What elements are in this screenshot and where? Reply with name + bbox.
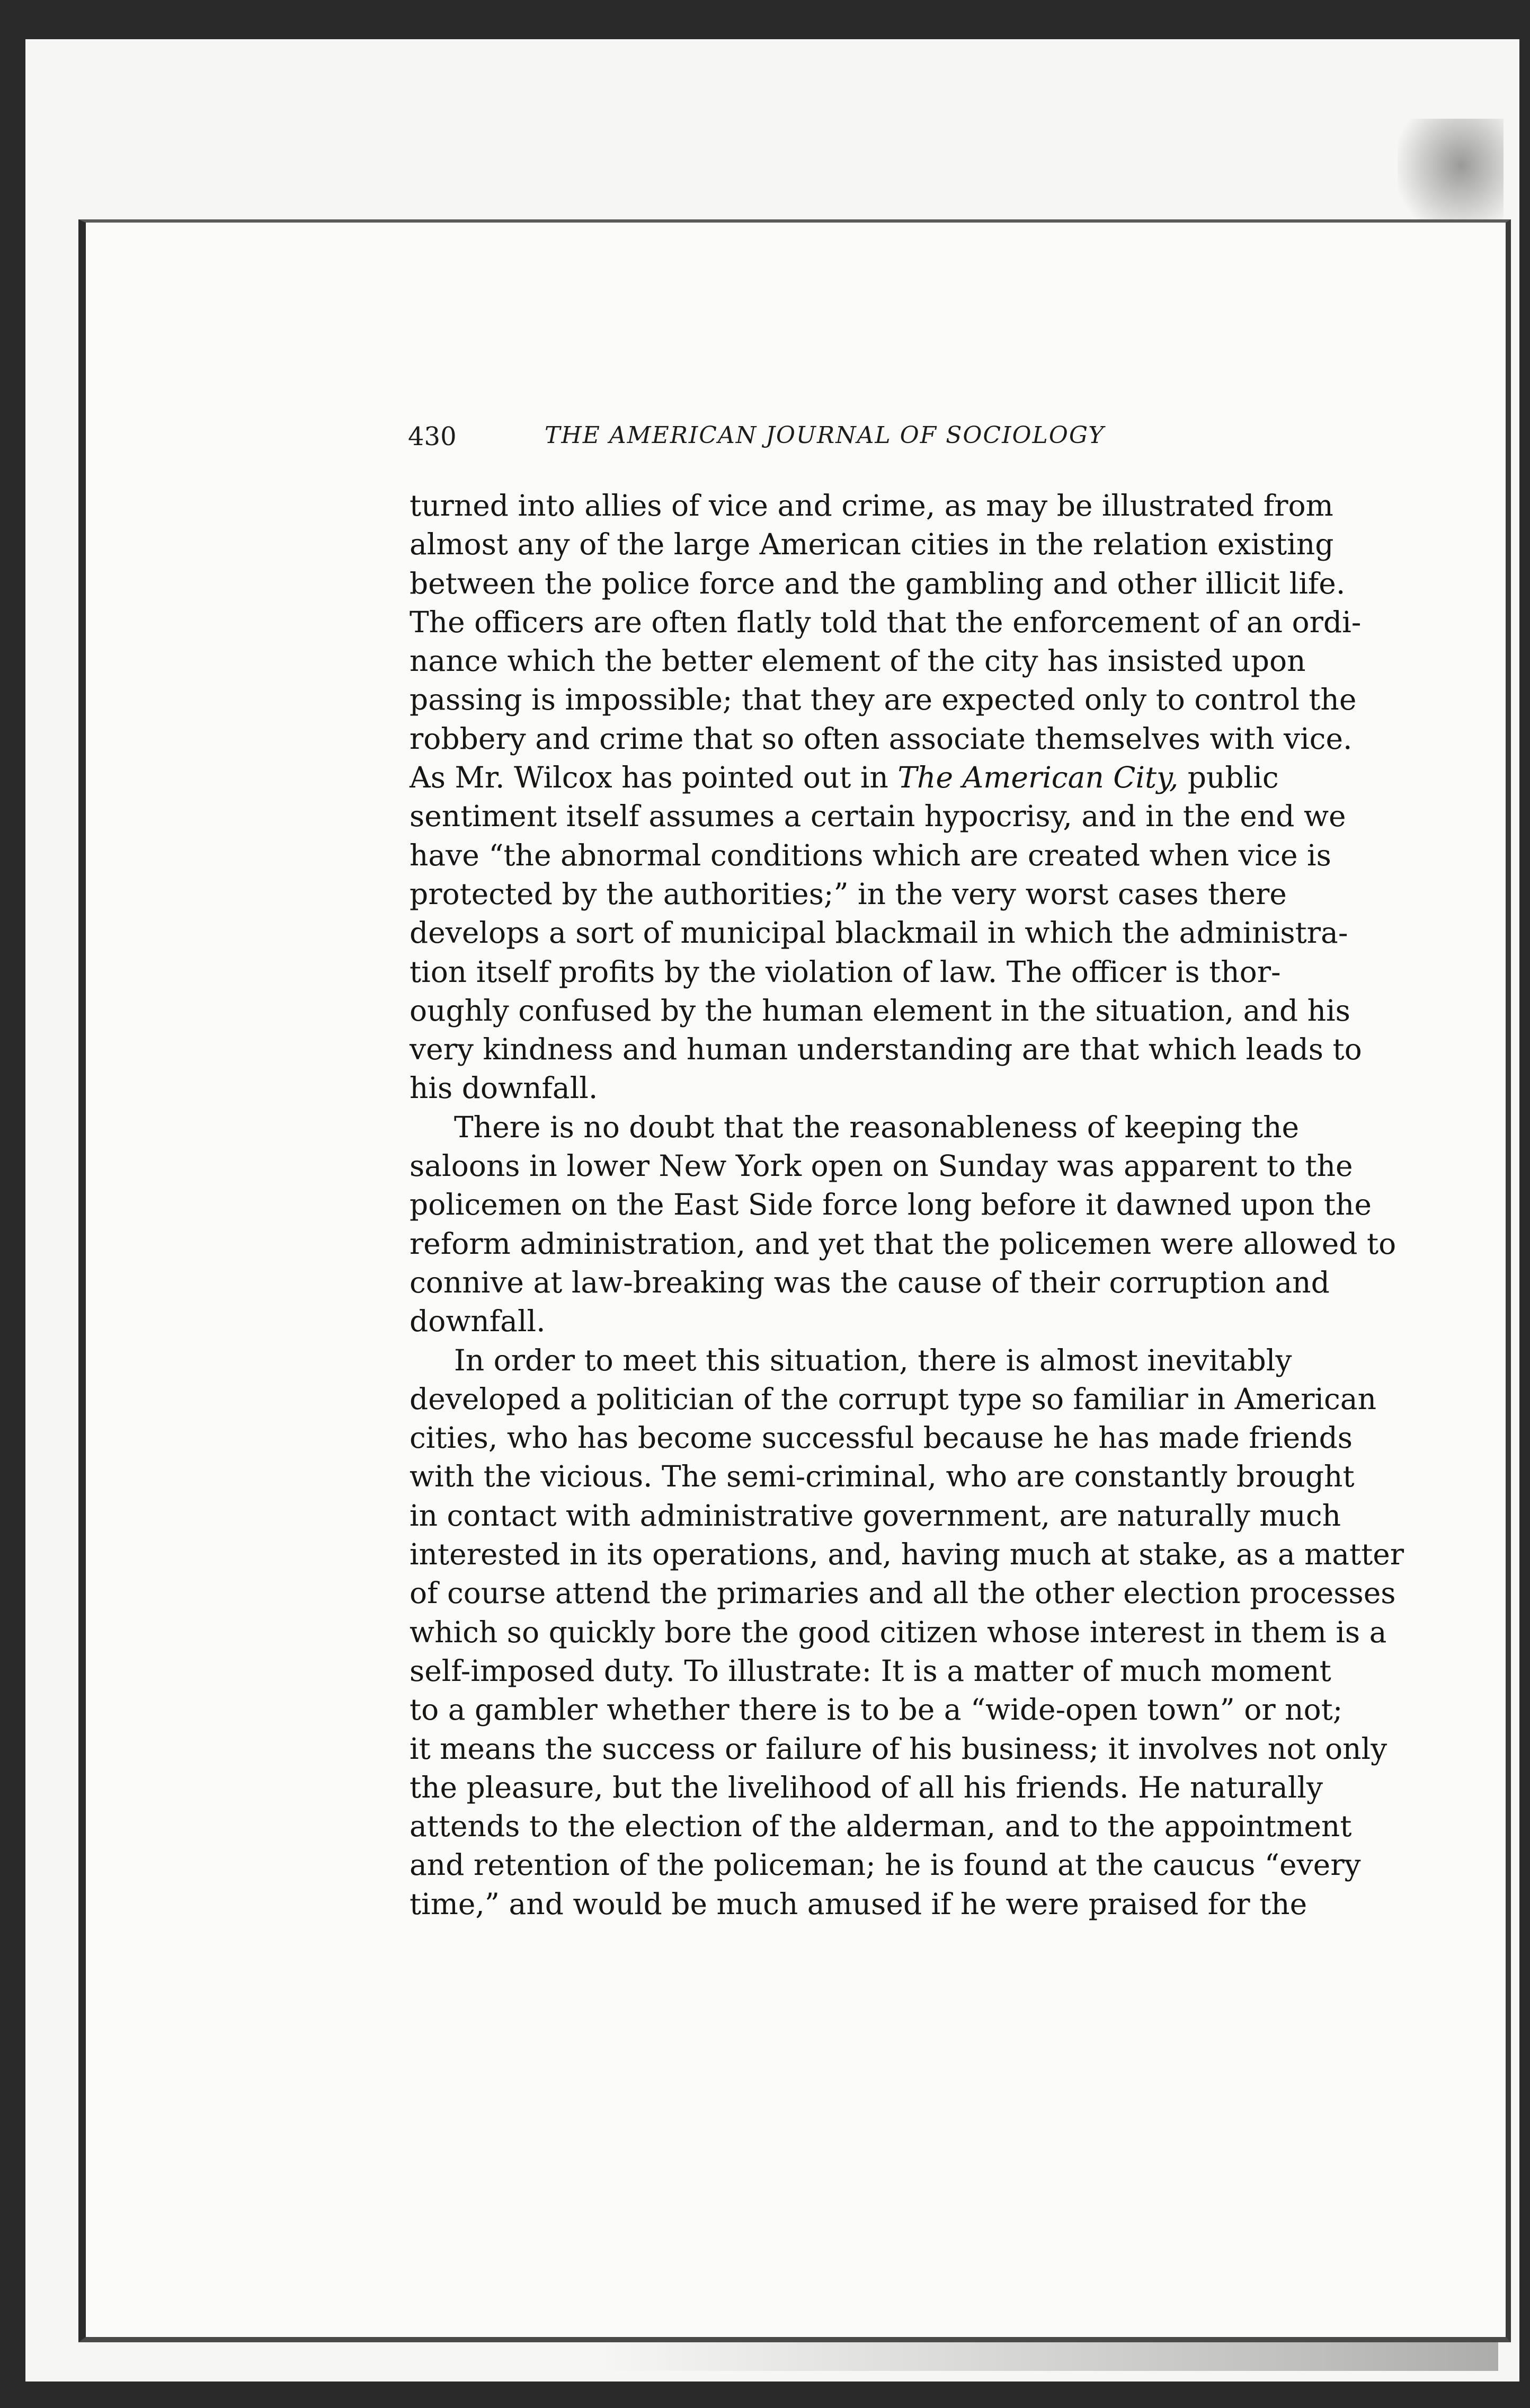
text-line: sentiment itself assumes a certain hypocrisy, and in the end we bbox=[410, 799, 1346, 834]
text-line: connive at law-breaking was the cause of their corruption and bbox=[410, 1265, 1330, 1299]
text-line: have “the abnormal conditions which are created when vice is bbox=[410, 838, 1331, 872]
scan-smudge-top bbox=[1398, 119, 1504, 235]
text-line: in contact with administrative government, are naturally much bbox=[410, 1498, 1341, 1533]
text-segment: public bbox=[1187, 760, 1279, 795]
body-text bbox=[410, 486, 1404, 1924]
text-line: almost any of the large American cities in the relation existing bbox=[410, 527, 1334, 562]
text-line: to a gambler whether there is to be a “wide-open town” or not; bbox=[410, 1693, 1343, 1727]
text-line: his downfall. bbox=[410, 1071, 598, 1105]
text-line: oughly confused by the human element in the situation, and his bbox=[410, 993, 1350, 1028]
text-line: reform administration, and yet that the policemen were allowed to bbox=[410, 1226, 1396, 1261]
text-line: robbery and crime that so often associate themselves with vice. bbox=[410, 721, 1353, 756]
text-line: self-imposed duty. To illustrate: It is a matter of much moment bbox=[410, 1653, 1331, 1688]
paragraph-1 bbox=[410, 486, 1362, 1108]
text-segment: As Mr. Wilcox has pointed out in bbox=[410, 760, 888, 795]
text-line: between the police force and the gambling and other illicit life. bbox=[410, 566, 1346, 600]
text-line: of course attend the primaries and all the other election processes bbox=[410, 1576, 1396, 1610]
text-line: developed a politician of the corrupt type so familiar in American bbox=[410, 1382, 1376, 1416]
text-line: interested in its operations, and, having much at stake, as a matter bbox=[410, 1537, 1404, 1572]
text-line: policemen on the East Side force long before it dawned upon the bbox=[410, 1188, 1372, 1222]
text-line: it means the success or failure of his business; it involves not only bbox=[410, 1731, 1387, 1766]
text-line: and retention of the policeman; he is found at the caucus “every bbox=[410, 1848, 1361, 1882]
text-line: which so quickly bore the good citizen whose interest in them is a bbox=[410, 1615, 1387, 1649]
text-line: develops a sort of municipal blackmail in which the administra- bbox=[410, 916, 1348, 950]
text-line: with the vicious. The semi-criminal, who are constantly brought bbox=[410, 1459, 1355, 1494]
text-line: protected by the authorities;” in the very worst cases there bbox=[410, 877, 1287, 911]
text-line: There is no doubt that the reasonableness of keeping the bbox=[454, 1110, 1300, 1144]
text-line: tion itself profits by the violation of law. The officer is thor- bbox=[410, 954, 1281, 989]
paragraph-3 bbox=[410, 1341, 1404, 1924]
page-number: 430 bbox=[408, 422, 457, 452]
text-line: time,” and would be much amused if he were praised for the bbox=[410, 1887, 1307, 1921]
text-line: the pleasure, but the livelihood of all his friends. He naturally bbox=[410, 1770, 1323, 1804]
text-line: saloons in lower New York open on Sunday was apparent to the bbox=[410, 1149, 1353, 1183]
text-line: nance which the better element of the city has insisted upon bbox=[410, 644, 1306, 678]
italic-citation: The American City, bbox=[897, 760, 1179, 795]
text-line: The officers are often flatly told that the enforcement of an ordi- bbox=[410, 605, 1362, 639]
text-line: attends to the election of the alderman, and to the appointment bbox=[410, 1809, 1352, 1844]
text-line-with-citation bbox=[410, 758, 1279, 797]
text-line: turned into allies of vice and crime, as may be illustrated from bbox=[410, 489, 1333, 523]
paragraph-2 bbox=[410, 1108, 1396, 1341]
text-line: downfall. bbox=[410, 1304, 546, 1339]
text-line: In order to meet this situation, there is almost inevitably bbox=[454, 1343, 1292, 1377]
text-line: very kindness and human understanding are that which leads to bbox=[410, 1032, 1362, 1067]
text-line: passing is impossible; that they are expected only to control the bbox=[410, 683, 1357, 717]
journal-title: THE AMERICAN JOURNAL OF SOCIOLOGY bbox=[545, 422, 1105, 449]
running-header bbox=[408, 422, 1250, 464]
text-line: cities, who has become successful because he has made friends bbox=[410, 1421, 1353, 1455]
